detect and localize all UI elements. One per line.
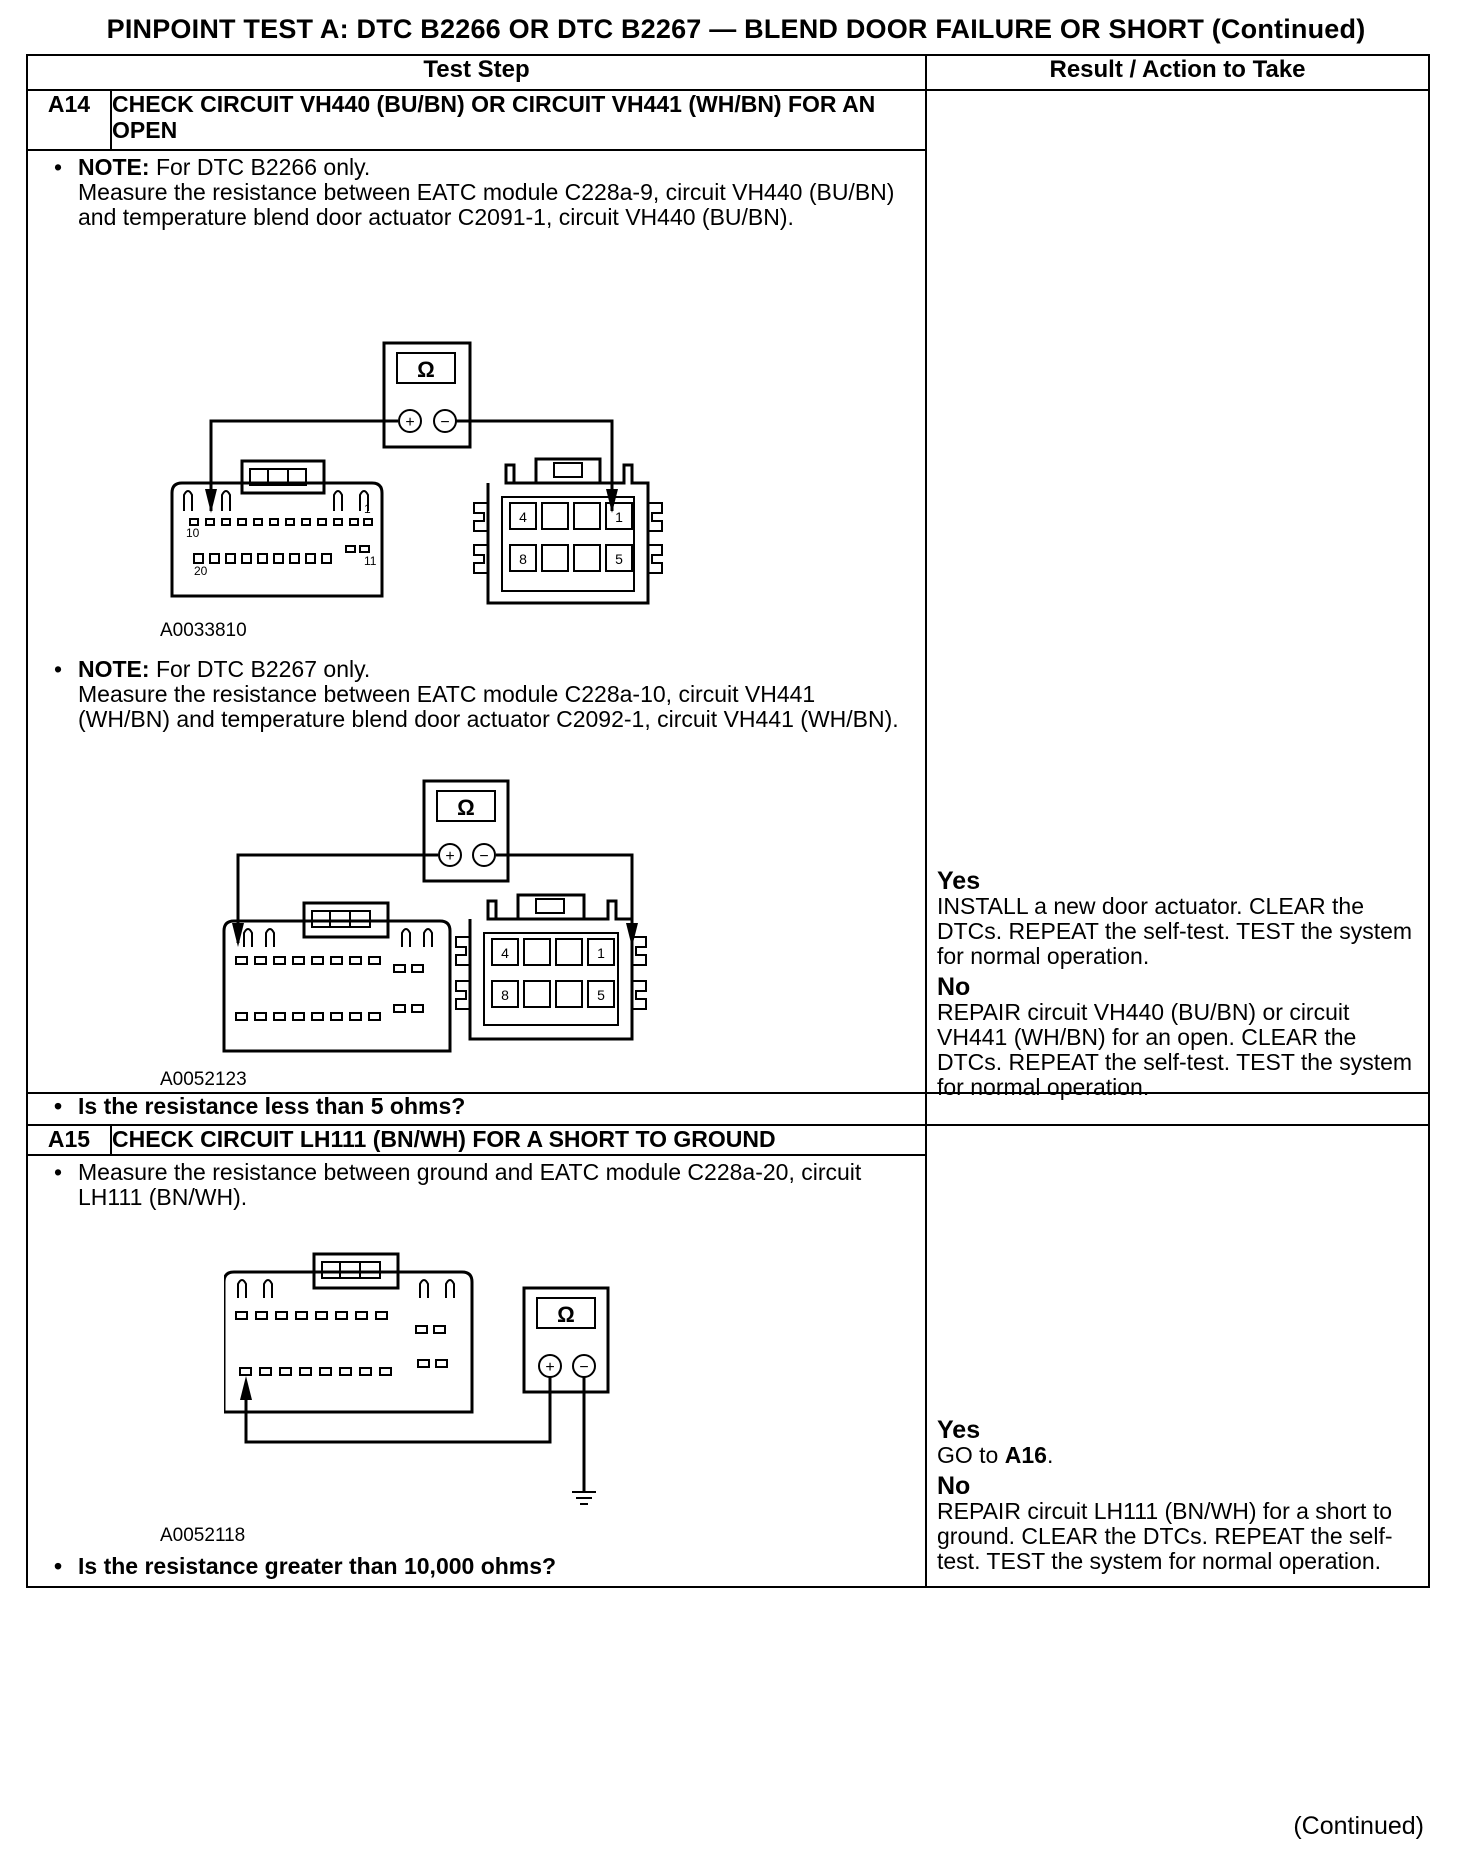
a14-yes-label: Yes [937, 867, 981, 895]
step-a15-content [27, 1155, 926, 1587]
a15-figure-id: A0052118 [160, 1525, 246, 1547]
test-leads-2 [238, 855, 632, 943]
pinpoint-test-table [26, 54, 1430, 1588]
a14-note1-text: For DTC B2266 only. [149, 154, 371, 181]
step-a15-id: A15 [27, 1125, 111, 1155]
minus-terminal-1: − [440, 414, 450, 432]
step-a14-id: A14 [27, 90, 111, 150]
a14-figure1-id: A0033810 [160, 620, 247, 642]
a14-no-text: REPAIR circuit VH440 (BU/BN) or circuit VH441 (WH/BN) for an open. CLEAR the DTCs. REPEAT the self-test. TEST the system for normal operation. [937, 999, 1413, 1100]
a14-yes-text: INSTALL a new door actuator. CLEAR the DTCs. REPEAT the self-test. TEST the system for normal operation. [937, 893, 1413, 969]
act2-pin-4: 4 [501, 945, 509, 962]
a15-no-text: REPAIR circuit LH111 (BN/WH) for a short to ground. CLEAR the DTCs. REPEAT the self-test. TEST the system for normal operation. [937, 1498, 1393, 1574]
table-header-row [27, 55, 1429, 90]
plus-terminal-1: + [405, 414, 415, 432]
eatc-pin-rows-3 [236, 1312, 447, 1375]
actuator-connector-2 [456, 895, 646, 1039]
continued-note: (Continued) [1293, 1812, 1424, 1840]
step-a15-results [927, 1418, 1428, 1574]
ground-icon [572, 1492, 596, 1504]
act2-pin-5: 5 [597, 987, 605, 1004]
a14-question: • Is the resistance less than 5 ohms? [53, 1093, 466, 1119]
act-pin-1: 1 [615, 509, 623, 526]
ohm-symbol-3: Ω [557, 1302, 575, 1328]
a14-note1-label: NOTE: [78, 154, 150, 181]
act-pin-5: 5 [615, 551, 623, 568]
a14-note2-text: For DTC B2267 only. [149, 656, 371, 683]
step-a15-result-cell [926, 1125, 1429, 1587]
actuator-connector-1 [474, 459, 662, 603]
a15-diagram [224, 1252, 684, 1522]
pin-label-11: 11 [364, 554, 377, 569]
a15-instruction: • Measure the resistance between ground and EATC module C228a-20, circuit LH111 (BN/WH). [53, 1159, 862, 1211]
act2-pin-8: 8 [501, 987, 509, 1004]
minus-terminal-3: − [579, 1359, 589, 1377]
col-test-step-header: Test Step [27, 55, 926, 90]
a15-no-label: No [937, 1472, 971, 1500]
step-a14-results [927, 869, 1428, 1100]
a14-note2: • NOTE: For DTC B2267 only. Measure the resistance between EATC module C228a-10, circuit VH441 (WH/BN) and temperature blend door actuator C2092-1, circuit VH441 (WH/BN). [53, 656, 899, 733]
minus-terminal-2: − [479, 848, 489, 866]
step-a14-title: CHECK CIRCUIT VH440 (BU/BN) OR CIRCUIT VH441 (WH/BN) FOR AN OPEN [111, 90, 926, 150]
step-a14-title-row [27, 90, 1429, 150]
a15-yes-label: Yes [937, 1416, 981, 1444]
plus-terminal-3: + [545, 1359, 555, 1377]
a14-diagram-1 [138, 341, 698, 611]
a14-instruction1: Measure the resistance between EATC module C228a-9, circuit VH440 (BU/BN) and temperature blend door actuator C2091-1, circuit VH440 (BU/BN). [78, 179, 895, 231]
a14-diagram-2 [138, 779, 698, 1059]
ohm-symbol-1: Ω [417, 357, 435, 383]
pin-label-20: 20 [194, 564, 208, 579]
a15-question: • Is the resistance greater than 10,000 ohms? [53, 1553, 557, 1580]
eatc-connector-2 [224, 903, 450, 1051]
a14-note2-label: NOTE: [78, 656, 150, 683]
step-a14-result-cell [926, 90, 1429, 1100]
act-pin-4: 4 [519, 509, 527, 526]
page-title: PINPOINT TEST A: DTC B2266 OR DTC B2267 — BLEND DOOR FAILURE OR SHORT (Continued) [106, 14, 1366, 44]
pin-label-1: 1 [364, 502, 371, 517]
a15-yes-text: GO to A16. [937, 1442, 1054, 1468]
probe-tips-2 [232, 923, 638, 947]
a14-no-label: No [937, 973, 971, 1001]
pin-label-10: 10 [186, 526, 200, 541]
step-a15-title: CHECK CIRCUIT LH111 (BN/WH) FOR A SHORT TO GROUND [111, 1125, 926, 1155]
eatc-pin-rows-2 [236, 957, 423, 1020]
ohm-symbol-2: Ω [457, 795, 475, 821]
test-leads-3 [246, 1377, 584, 1492]
a14-note1: • NOTE: For DTC B2266 only. Measure the resistance between EATC module C228a-9, circuit VH440 (BU/BN) and temperature blend door actuator C2091-1, circuit VH440 (BU/BN). [53, 154, 895, 231]
a14-instruction2: Measure the resistance between EATC module C228a-10, circuit VH441 (WH/BN) and temperature blend door actuator C2092-1, circuit VH441 (WH/BN). [78, 681, 899, 733]
step-a15-title-row [27, 1125, 1429, 1155]
act-pin-8: 8 [519, 551, 527, 568]
a14-figure2-id: A0052123 [160, 1069, 247, 1091]
act2-pin-1: 1 [597, 945, 605, 962]
plus-terminal-2: + [445, 848, 455, 866]
eatc-pin-row-1 [190, 519, 372, 563]
step-a14-content [27, 150, 926, 1093]
probe-tip-3 [240, 1376, 252, 1400]
col-result-header: Result / Action to Take [926, 55, 1429, 90]
step-a14-question-cell [27, 1093, 926, 1125]
